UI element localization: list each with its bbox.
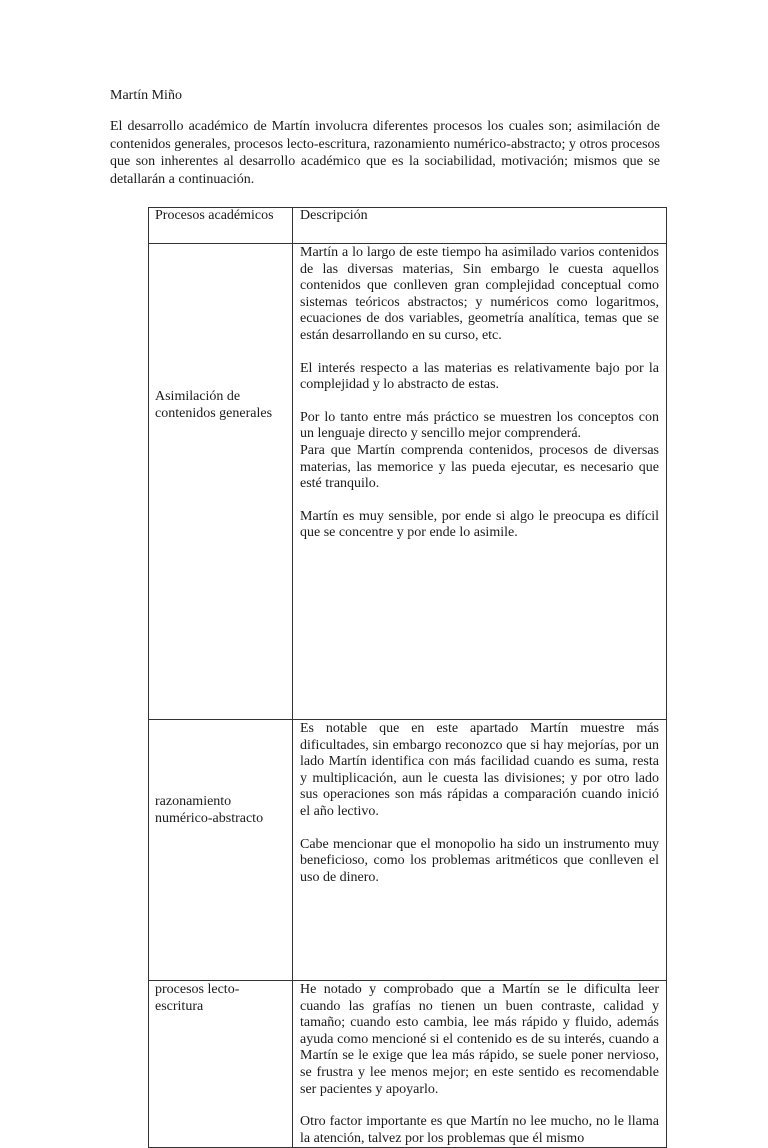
table-header-row	[149, 208, 667, 244]
process-description	[293, 244, 667, 720]
description-paragraph: Es notable que en este apartado Martín muestre más dificultades, sin embargo reconozco que si hay mejorías, por un lado Martín identifica con más facilidad cuando es suma, resta y multiplicación, aun le cuesta las divisiones; y por otro lado sus operaciones son más rápidas a comparación cuando inició el año lectivo.	[300, 721, 659, 819]
table-row	[149, 720, 667, 981]
table-row	[149, 244, 667, 720]
process-description	[293, 720, 667, 981]
process-description	[293, 981, 667, 1148]
process-label: Asimilación de contenidos generales	[149, 244, 293, 720]
description-paragraph: Por lo tanto entre más práctico se muestren los conceptos con un lenguaje directo y sencillo mejor comprenderá.	[300, 409, 659, 442]
description-paragraph: Para que Martín comprenda contenidos, procesos de diversas materias, las memorice y las pueda ejecutar, es necesario que esté tranquilo.	[300, 442, 659, 492]
author-name: Martín Miño	[110, 88, 182, 103]
description-paragraph: Martín es muy sensible, por ende si algo le preocupa es difícil que se concentre y por ende lo asimile.	[300, 508, 659, 541]
description-paragraph: Martín a lo largo de este tiempo ha asimilado varios contenidos de las diversas materias, Sin embargo le cuesta aquellos contenidos que conlleven gran complejidad conceptual como sistemas teóricos abstractos; y numéricos como logaritmos, ecuaciones de dos variables, geometría analítica, temas que se están desarrollando en su curso, etc.	[300, 245, 659, 343]
intro-paragraph: El desarrollo académico de Martín involucra diferentes procesos los cuales son; asimilación de contenidos generales, procesos lecto-escritura, razonamiento numérico-abstracto; y otros procesos que son inherentes al desarrollo académico que es la sociabilidad, motivación; mismos que se detallarán a continuación.	[110, 119, 660, 187]
description-paragraph: He notado y comprobado que a Martín se le dificulta leer cuando las grafías no tienen un buen contraste, calidad y tamaño; cuando esto cambia, lee más rápido y fluido, además ayuda como mencioné si el contenido es de su interés, cuando a Martín se le exige que lea más rápido, se suele poner nervioso, se frustra y lee menos mejor; en este sentido es recomendable ser pacientes y apoyarlo.	[300, 982, 659, 1097]
description-paragraph: Otro factor importante es que Martín no lee mucho, no le llama la atención, talvez por los problemas que él mismo	[300, 1114, 659, 1146]
academic-processes-table	[148, 207, 667, 1148]
header-processes: Procesos académicos	[149, 208, 293, 244]
process-label: procesos lecto-escritura	[149, 981, 293, 1148]
process-label: razonamiento numérico-abstracto	[149, 720, 293, 981]
table-row	[149, 981, 667, 1148]
header-description: Descripción	[293, 208, 667, 244]
description-paragraph: El interés respecto a las materias es relativamente bajo por la complejidad y lo abstracto de estas.	[300, 360, 659, 393]
description-paragraph: Cabe mencionar que el monopolio ha sido un instrumento muy beneficioso, como los problemas aritméticos que conlleven el uso de dinero.	[300, 836, 659, 885]
